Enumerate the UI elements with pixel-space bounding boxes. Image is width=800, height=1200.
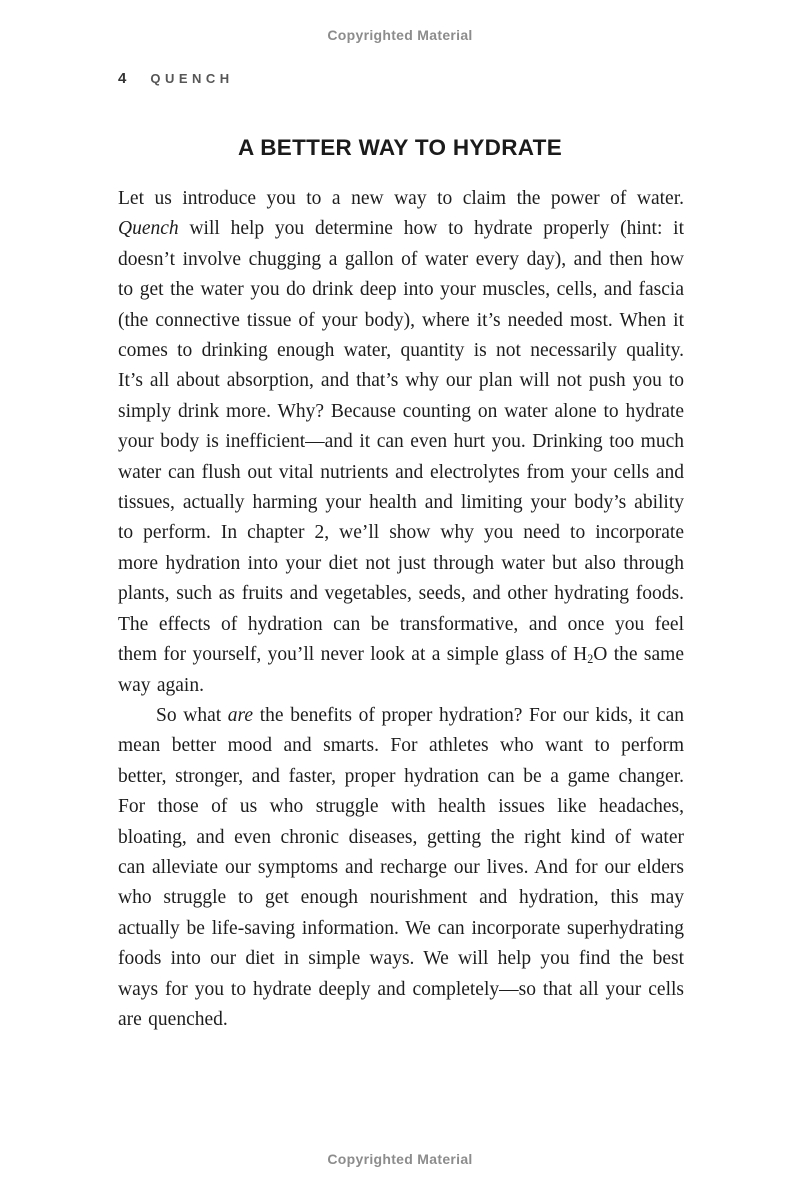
paragraph: Let us introduce you to a new way to claim the power of water. Quench will help you determine how to hydrate properly (hint: it doesn’t involve chugging a gallon of water every day), and then how to get the water you do drink deep into your muscles, cells, and fascia (the connective tissue of your body), where it’s needed most. When it comes to drinking enough water, quantity is not necessarily quality. It’s all about absorption, and that’s why our plan will not push you to simply drink more. Why? Because counting on water alone to hydrate your body is inefficient—and it can even hurt you. Drinking too much water can flush out vital nutrients and electrolytes from your cells and tissues, actually harming your health and limiting your body’s ability to perform. In chapter 2, we’ll show why you need to incorporate more hydration into your diet not just through water but also through plants, such as fruits and vegetables, seeds, and other hydrating foods. The effects of hydration can be transformative, and once you feel them for yourself, you’ll never look at a simple glass of $H_2O$ the same way again. bbox=[118, 188, 685, 696]
copyright-notice-top: Copyrighted Material bbox=[327, 27, 473, 43]
page-number: 4 bbox=[118, 70, 127, 87]
italic-text: are bbox=[227, 704, 254, 726]
section-heading: A BETTER WAY TO HYDRATE bbox=[237, 135, 563, 160]
running-header bbox=[118, 70, 234, 87]
italic-text: Quench bbox=[118, 218, 179, 240]
paragraph: So what are the benefits of proper hydration? For our kids, it can mean better mood and smarts. For athletes who want to perform better, stronger, and faster, proper hydration can be a game changer. For those of us who struggle with health issues like headaches, bloating, and even chronic diseases, getting the right kind of water can alleviate our symptoms and recharge our lives. And for our elders who struggle to get enough nourishment and hydration, this may actually be life-saving information. We can incorporate superhydrating foods into our diet in simple ways. We will help you find the best ways for you to hydrate deeply and completely—so that all your cells are quenched. bbox=[118, 704, 684, 1030]
copyright-notice-bottom: Copyrighted Material bbox=[327, 1151, 473, 1167]
subscript: 2 bbox=[587, 652, 594, 667]
body-text bbox=[118, 184, 684, 1035]
running-title: QUENCH bbox=[150, 71, 234, 86]
